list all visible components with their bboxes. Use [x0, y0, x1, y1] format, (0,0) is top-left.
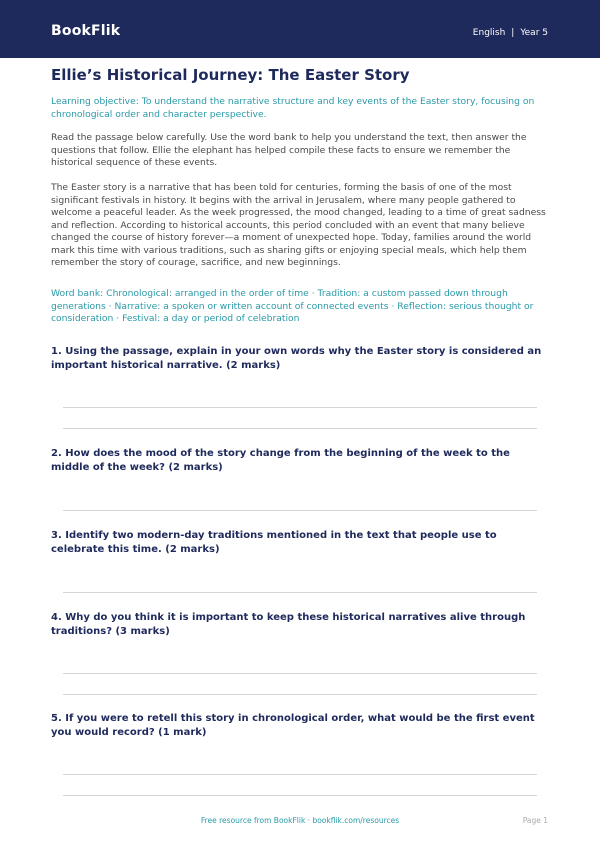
- page-number: Page 1: [522, 816, 548, 825]
- reading-passage: The Easter story is a narrative that has been told for centuries, forming the basis of one of the most significant festivals in history. It begins with the arrival in Jerusalem, where many people gathered to welcome a peaceful leader. As the week progressed, the mood changed, leading to a time of great sadness and reflection. According to historical accounts, this period concluded with an event that many believe changed the course of history forever—a moment of unexpected hope. Today, families around the world mark this time with various traditions, such as sharing gifts or enjoying special meals, which help them remember the story of courage, sacrifice, and new beginnings.: [51, 182, 546, 268]
- answer-line[interactable]: [63, 673, 537, 674]
- question-1: 1. Using the passage, explain in your own words why the Easter story is considered an important historical narrative. (2 marks): [51, 346, 542, 371]
- answer-line[interactable]: [63, 510, 537, 511]
- question-5: 5. If you were to retell this story in chronological order, what would be the first event you would record? (1 mark): [51, 713, 535, 738]
- header-meta: [473, 28, 548, 38]
- question-3: 3. Identify two modern-day traditions mentioned in the text that people use to celebrate this time. (2 marks): [51, 530, 497, 555]
- question-2: 2. How does the mood of the story change from the beginning of the week to the middle of the week? (2 marks): [51, 448, 510, 473]
- answer-line[interactable]: [63, 592, 537, 593]
- answer-line[interactable]: [63, 774, 537, 775]
- question-4: 4. Why do you think it is important to keep these historical narratives alive through traditions? (3 marks): [51, 612, 526, 637]
- page-header: [0, 0, 600, 58]
- learning-objective: Learning objective: To understand the narrative structure and key events of the Easter story, focusing on chronological order and character perspective.: [51, 96, 535, 120]
- footer-link[interactable]: Free resource from BookFlik · bookflik.com/resources: [200, 816, 400, 825]
- year-label: Year 5: [520, 28, 548, 38]
- instructions: Read the passage below carefully. Use the word bank to help you understand the text, then answer the questions that follow. Ellie the elephant has helped compile these facts to ensure we remember the historical sequence of these events.: [51, 132, 527, 168]
- answer-line[interactable]: [63, 407, 537, 408]
- page-title: Ellie’s Historical Journey: The Easter Story: [51, 66, 410, 84]
- answer-line[interactable]: [63, 795, 537, 796]
- brand-logo: BookFlik: [51, 23, 121, 39]
- subject-label: English: [472, 28, 506, 38]
- answer-line[interactable]: [63, 694, 537, 695]
- word-bank: Word bank: Chronological: arranged in the order of time · Tradition: a custom passed down through generations · Narrative: a spoken or written account of connected events · Reflection: serious thought or consideration · Festival: a day or period of celebration: [51, 288, 534, 324]
- header-separator: |: [511, 28, 515, 38]
- answer-line[interactable]: [63, 428, 537, 429]
